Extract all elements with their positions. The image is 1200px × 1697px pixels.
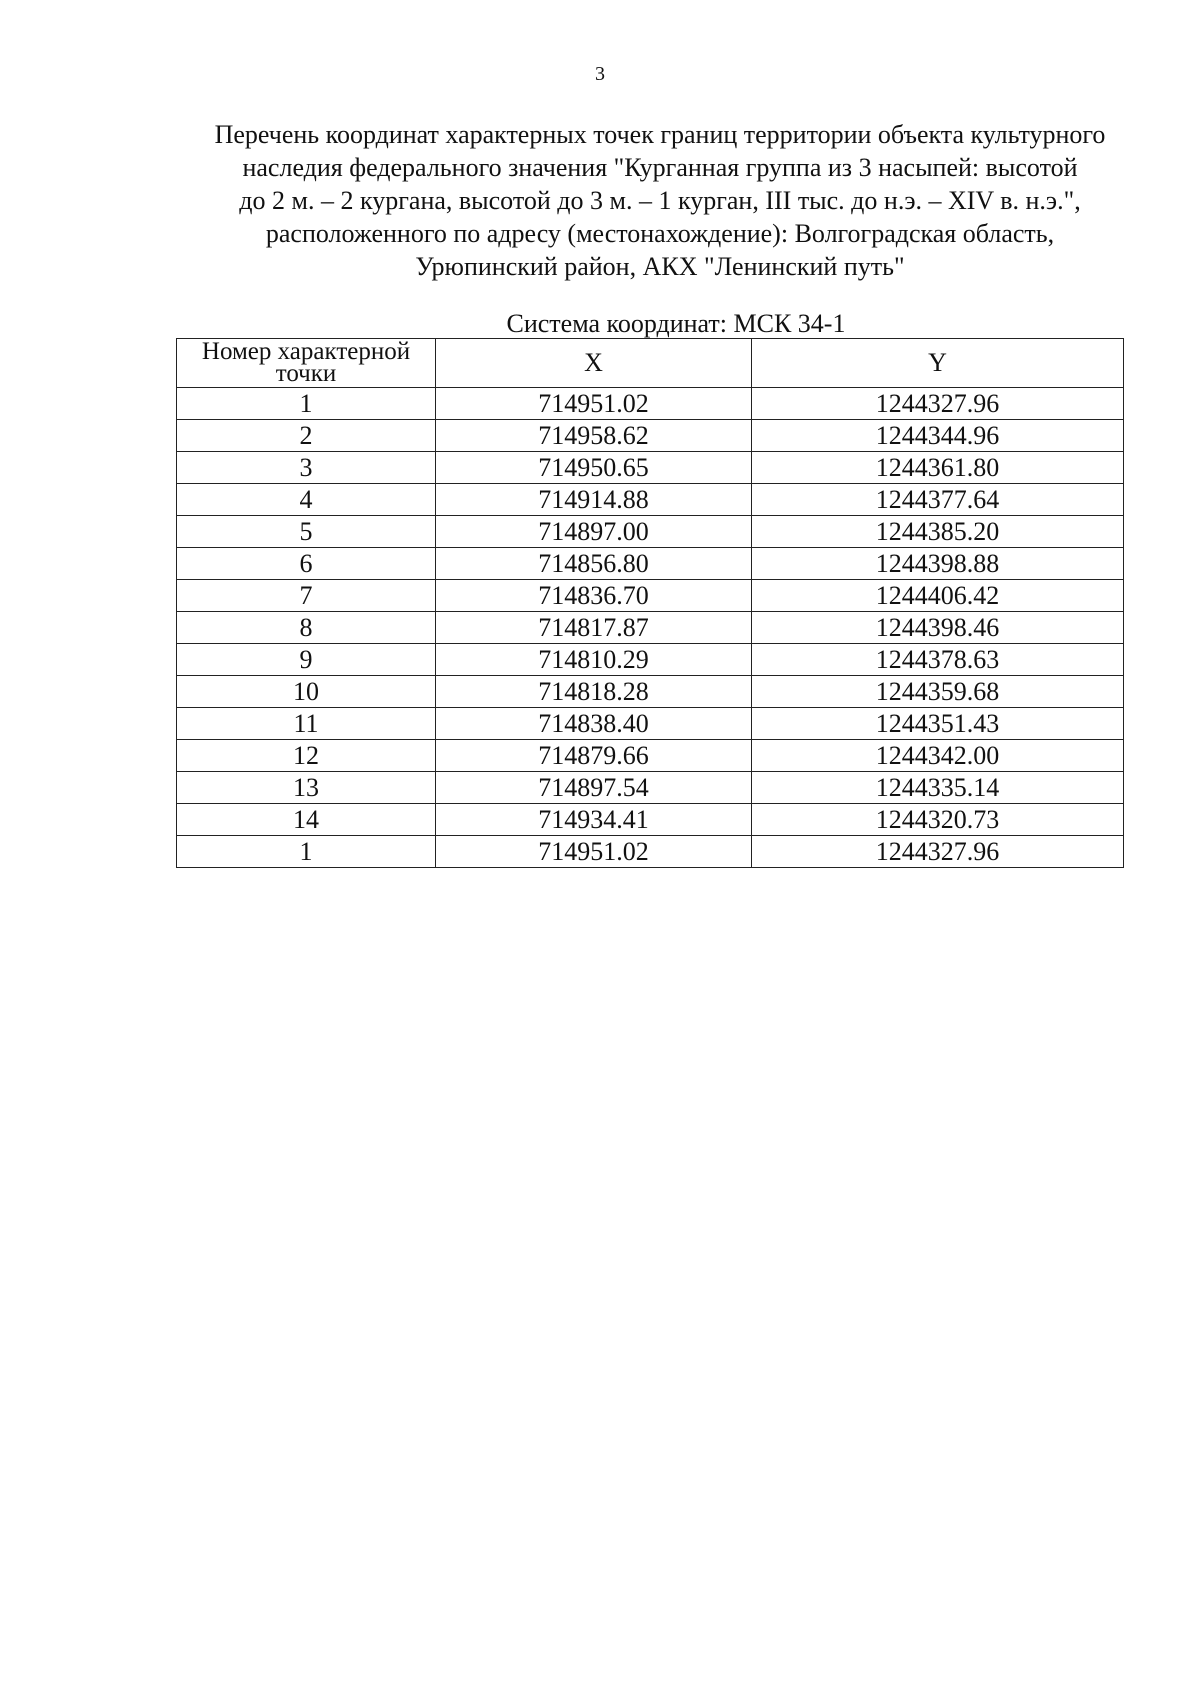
coordinates-table	[176, 338, 1124, 868]
table-row	[177, 644, 1124, 676]
cell-x: 714856.80	[436, 548, 752, 580]
title-line: до 2 м. – 2 кургана, высотой до 3 м. – 1 курган, III тыс. до н.э. – XIV в. н.э.",	[239, 186, 1081, 215]
cell-x: 714897.54	[436, 772, 752, 804]
cell-y: 1244327.96	[752, 836, 1124, 868]
cell-point-number: 4	[177, 484, 436, 516]
cell-point-number: 11	[177, 708, 436, 740]
table-row	[177, 548, 1124, 580]
title-line: Перечень координат характерных точек границ территории объекта культурного	[214, 120, 1106, 149]
table-row	[177, 836, 1124, 868]
cell-point-number: 3	[177, 452, 436, 484]
cell-point-number: 5	[177, 516, 436, 548]
cell-x: 714934.41	[436, 804, 752, 836]
table-row	[177, 452, 1124, 484]
table-row	[177, 804, 1124, 836]
cell-y: 1244344.96	[752, 420, 1124, 452]
table-row	[177, 612, 1124, 644]
cell-y: 1244361.80	[752, 452, 1124, 484]
cell-y: 1244377.64	[752, 484, 1124, 516]
header-y: Y	[752, 339, 1124, 388]
cell-x: 714818.28	[436, 676, 752, 708]
cell-x: 714838.40	[436, 708, 752, 740]
cell-point-number: 10	[177, 676, 436, 708]
cell-point-number: 14	[177, 804, 436, 836]
cell-y: 1244335.14	[752, 772, 1124, 804]
cell-y: 1244351.43	[752, 708, 1124, 740]
cell-y: 1244378.63	[752, 644, 1124, 676]
cell-point-number: 1	[177, 836, 436, 868]
cell-point-number: 12	[177, 740, 436, 772]
cell-x: 714950.65	[436, 452, 752, 484]
cell-point-number: 8	[177, 612, 436, 644]
table-row	[177, 772, 1124, 804]
cell-point-number: 9	[177, 644, 436, 676]
table-row	[177, 420, 1124, 452]
cell-y: 1244398.88	[752, 548, 1124, 580]
cell-y: 1244327.96	[752, 388, 1124, 420]
title-line: наследия федерального значения "Курганная группа из 3 насыпей: высотой	[242, 153, 1078, 182]
table-row	[177, 580, 1124, 612]
header-x: X	[436, 339, 752, 388]
cell-x: 714958.62	[436, 420, 752, 452]
header-point-number-line1: Номер характерной	[201, 338, 411, 365]
cell-x: 714879.66	[436, 740, 752, 772]
cell-x: 714897.00	[436, 516, 752, 548]
cell-point-number: 1	[177, 388, 436, 420]
table-row	[177, 484, 1124, 516]
table-row	[177, 708, 1124, 740]
cell-x: 714810.29	[436, 644, 752, 676]
table-row	[177, 516, 1124, 548]
table-row	[177, 388, 1124, 420]
cell-point-number: 6	[177, 548, 436, 580]
table-row	[177, 740, 1124, 772]
cell-point-number: 2	[177, 420, 436, 452]
cell-y: 1244359.68	[752, 676, 1124, 708]
cell-x: 714951.02	[436, 388, 752, 420]
table-row	[177, 676, 1124, 708]
document-title	[160, 118, 1160, 283]
cell-y: 1244398.46	[752, 612, 1124, 644]
cell-y: 1244342.00	[752, 740, 1124, 772]
cell-x: 714951.02	[436, 836, 752, 868]
page-number: 3	[595, 63, 605, 85]
header-point-number-line2: точки	[275, 360, 337, 387]
header-point-number	[177, 339, 436, 388]
cell-x: 714836.70	[436, 580, 752, 612]
title-line: Урюпинский район, АКХ "Ленинский путь"	[415, 252, 905, 281]
coordinate-system-caption: Система координат: МСК 34-1	[506, 309, 846, 338]
cell-point-number: 13	[177, 772, 436, 804]
table-header-row	[177, 339, 1124, 388]
cell-x: 714817.87	[436, 612, 752, 644]
title-line: расположенного по адресу (местонахождение): Волгоградская область,	[265, 219, 1055, 248]
cell-x: 714914.88	[436, 484, 752, 516]
cell-y: 1244385.20	[752, 516, 1124, 548]
cell-y: 1244406.42	[752, 580, 1124, 612]
cell-point-number: 7	[177, 580, 436, 612]
cell-y: 1244320.73	[752, 804, 1124, 836]
